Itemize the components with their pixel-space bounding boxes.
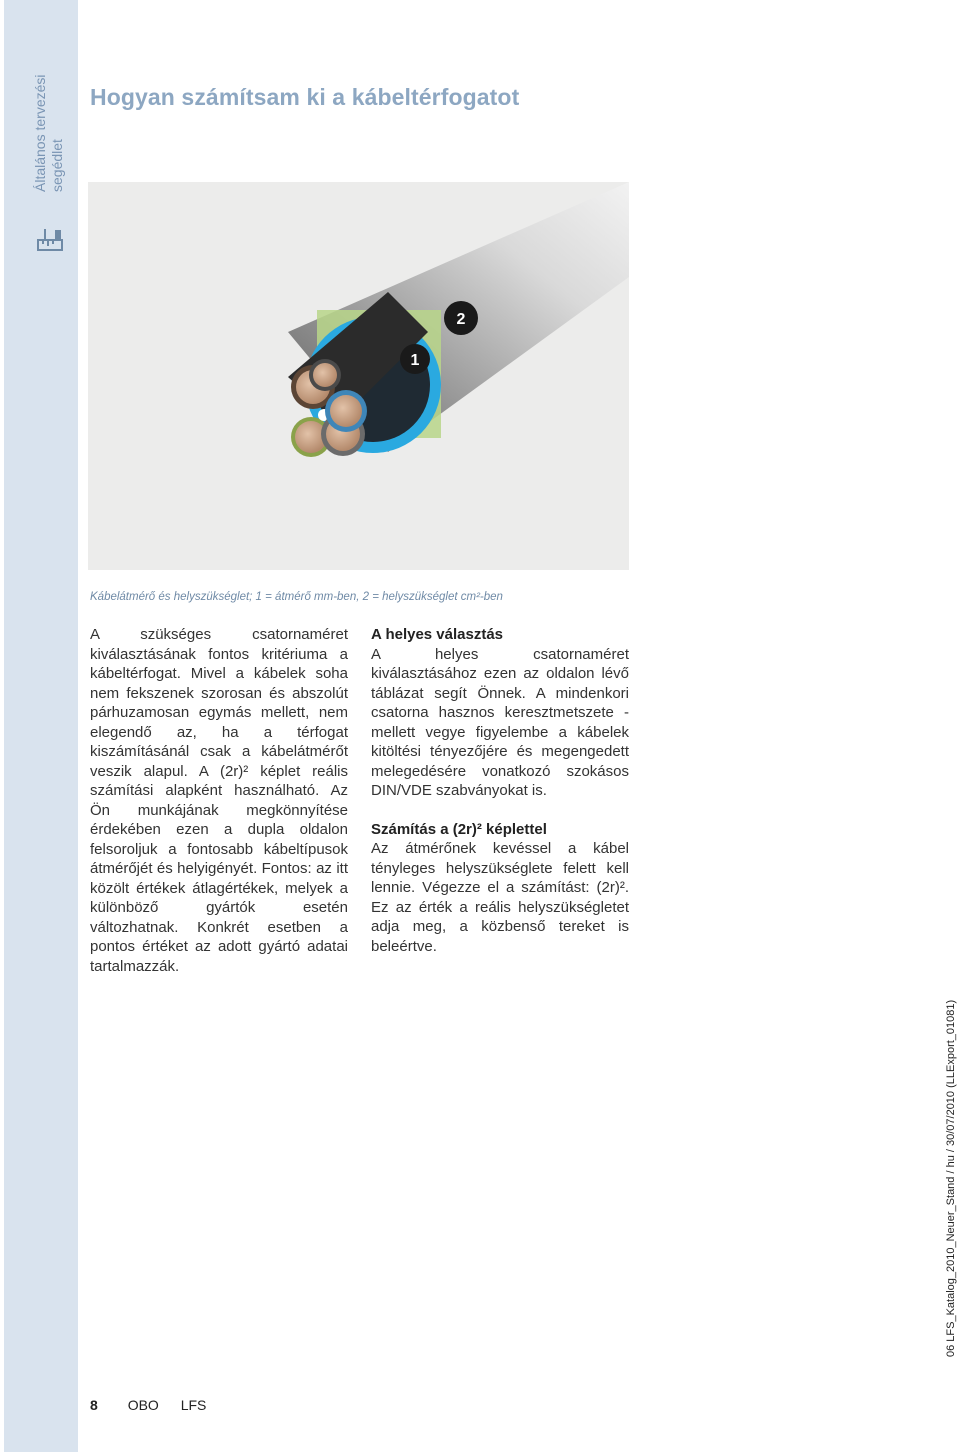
section-label-line2: segédlet — [49, 139, 65, 192]
heading-calculation: Számítás a (2r)² képlettel — [371, 820, 547, 838]
footer-brand: OBO — [127, 1397, 159, 1413]
right-column — [371, 625, 629, 956]
page-footer — [90, 1397, 206, 1413]
marker-1 — [400, 344, 430, 374]
page-title: Hogyan számítsam ki a kábeltérfogatot — [90, 84, 520, 110]
section-label — [32, 0, 66, 192]
section-label-line1: Általános tervezési — [32, 74, 48, 192]
page-number: 8 — [90, 1397, 98, 1413]
cable-illustration — [88, 182, 629, 570]
left-column-text: A szükséges csatornaméret kiválasztásának fontos kritériuma a kábeltérfogat. Mivel a kábelek soha nem fekszenek szorosan és abszolút párhuzamosan egymás mellett, nem elegendő az, ha a térfogat kiszámításánál csak a kábelátmérőt veszik alapul. A (2r)² képlet reális számítási alapként használható. Az Ön munkájának megkönnyítése érdekében ezen a dupla oldalon felsoroljuk a fontosabb kábeltípusok átmérőjét és helyigényét. Fontos: az itt közölt értékek átlagértékek, melyek a különböző gyártók esetén változhatnak. Konkrét esetben a pontos értéket az adott gyártó adatai tartalmazzák. — [90, 626, 348, 975]
left-column — [90, 625, 348, 976]
heading-correct-choice: A helyes választás — [371, 626, 504, 643]
calculation-text: Az átmérőnek kevéssel a kábel tényleges helyszükséglete felett kell lennie. Végezze el a számítást: (2r)². Ez az érték a reális helyszükségletet adja meg, a közbenső tereket is beleértve. — [371, 840, 629, 955]
marker-2 — [444, 301, 478, 335]
marker-2-label: 2 — [456, 311, 466, 328]
figure-caption: Kábelátmérő és helyszükséglet; 1 = átmérő mm-ben, 2 = helyszükséglet cm²-ben — [90, 591, 503, 603]
correct-choice-text: A helyes csatornaméret kiválasztásához ezen az oldalon lévő táblázat segít Önnek. A mindenkori csatorna hasznos keresztmetszete - mellett vegye figyelembe a kábelek kitöltési tényezőjére és megengedett melegedésére vonatkozó szokásos DIN/VDE szabványokat is. — [371, 645, 629, 799]
print-stamp: 06 LFS_Katalog_2010_Neuer_Stand / hu / 30/07/2010 (LLExport_01081) — [945, 999, 957, 1357]
sidebar-band — [4, 0, 78, 1452]
cable-figure — [88, 182, 629, 570]
ruler-icon — [36, 226, 64, 254]
marker-1-label: 1 — [410, 352, 420, 369]
footer-product: LFS — [180, 1397, 207, 1413]
